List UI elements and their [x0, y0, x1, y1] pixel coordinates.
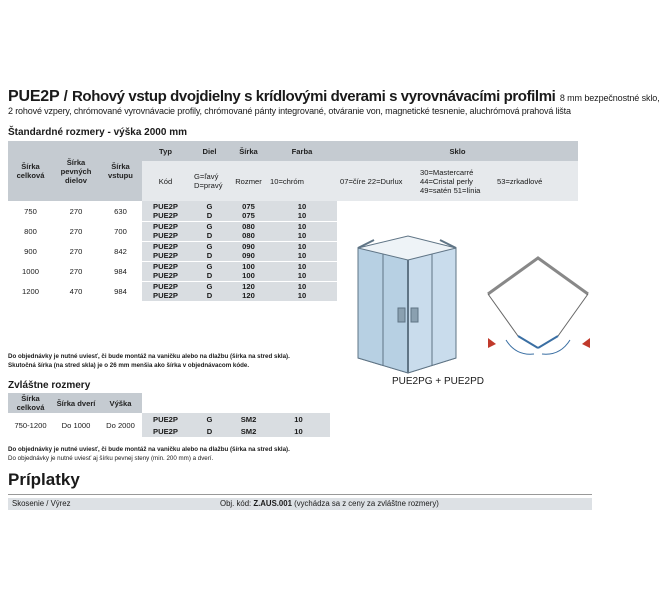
row-kod: PUE2P: [142, 201, 189, 211]
special-row-kod: PUE2P: [142, 425, 189, 437]
group-pevnych: 470: [53, 281, 99, 301]
special-header-sirka-celkova: Šírka celková: [8, 393, 53, 413]
standard-sizes-note: [8, 353, 290, 370]
col-header-sklo: Sklo: [337, 141, 578, 161]
row-diel: G: [189, 221, 230, 231]
col-header-sirka-celkova: Šírka celková: [8, 141, 53, 201]
row-farba: 10: [267, 211, 337, 221]
row-diel: D: [189, 231, 230, 241]
subheader-rozmer: Rozmer: [230, 161, 267, 201]
group-celkova: 750: [8, 201, 53, 221]
row-kod: PUE2P: [142, 251, 189, 261]
row-diel: D: [189, 211, 230, 221]
special-row-farba: 10: [267, 413, 330, 425]
group-vstupu: 630: [99, 201, 142, 221]
group-vstupu: 984: [99, 281, 142, 301]
row-rozmer: 075: [230, 201, 267, 211]
row-farba: 10: [267, 221, 337, 231]
title-description-2: 2 rohové vzpery, chrómované vyrovnávacie profily, chrómované pánty integrované, otváranie von, magnetické tesnenie, aluchrómová prahová lišta: [8, 106, 571, 116]
row-kod: PUE2P: [142, 281, 189, 291]
row-kod: PUE2P: [142, 231, 189, 241]
title-separator: /: [59, 88, 72, 105]
subheader-sklo-3: 53=zrkadlové: [494, 161, 578, 201]
row-diel: D: [189, 251, 230, 261]
row-farba: 10: [267, 261, 337, 271]
title-line: [8, 88, 660, 105]
surcharge-suffix: (vychádza sa z ceny za zvláštne rozmery): [291, 499, 439, 508]
standard-note-line-2: Skutočná šírka (na stred skla) je o 26 mm menšia ako šírka v objednávacom kóde.: [8, 361, 250, 369]
row-kod: PUE2P: [142, 241, 189, 251]
page-title: Rohový vstup dvojdielny s krídlovými dverami s vyrovnávacími profilmi: [72, 88, 556, 105]
row-kod: PUE2P: [142, 221, 189, 231]
surcharge-label: Skosenie / Výrez: [12, 499, 71, 508]
col-header-sirka-vstupu: Šírka vstupu: [99, 141, 142, 201]
surcharge-row: [8, 498, 592, 510]
surcharges-heading: Príplatky: [8, 470, 80, 489]
row-kod: PUE2P: [142, 271, 189, 281]
title-description-1: 8 mm bezpečnostné sklo,: [559, 93, 660, 103]
row-rozmer: 090: [230, 251, 267, 261]
group-vstupu: 842: [99, 241, 142, 261]
special-sizes-note: [8, 446, 290, 463]
special-sizes-table: [8, 393, 330, 437]
group-pevnych: 270: [53, 241, 99, 261]
special-row-rozmer: SM2: [230, 413, 267, 425]
standard-note-line-1: Do objednávky je nutné uviesť, či bude montáž na vaničku alebo na dlažbu (šírka na stred skla).: [8, 353, 290, 360]
row-diel: G: [189, 281, 230, 291]
row-rozmer: 100: [230, 261, 267, 271]
row-farba: 10: [267, 201, 337, 211]
plan-view-illustration: [488, 258, 590, 354]
special-row-diel: D: [189, 425, 230, 437]
row-kod: PUE2P: [142, 291, 189, 301]
special-row-diel: G: [189, 413, 230, 425]
subheader-sklo-1: 07=číre 22=Durlux: [337, 161, 417, 201]
special-note-line-2: Do objednávky je nutné uviesť aj šírku pevnej steny (min. 200 mm) a dverí.: [8, 454, 214, 462]
special-row-rozmer: SM2: [230, 425, 267, 437]
row-diel: D: [189, 271, 230, 281]
group-celkova: 800: [8, 221, 53, 241]
group-pevnych: 270: [53, 201, 99, 221]
row-kod: PUE2P: [142, 211, 189, 221]
product-code: PUE2P: [8, 88, 60, 105]
subheader-farba: 10=chróm: [267, 161, 337, 201]
surcharge-prefix: Obj. kód:: [220, 499, 254, 508]
row-rozmer: 120: [230, 291, 267, 301]
subheader-sklo-2: 30=Mastercarré 44=Cristal perly 49=satén 51=línia: [417, 161, 494, 201]
special-sizes-heading: Zvláštne rozmery: [8, 380, 91, 391]
group-pevnych: 270: [53, 261, 99, 281]
col-header-typ: Typ: [142, 141, 189, 161]
row-diel: D: [189, 291, 230, 301]
row-farba: 10: [267, 271, 337, 281]
row-farba: 10: [267, 241, 337, 251]
special-row-kod: PUE2P: [142, 413, 189, 425]
col-header-sirka: Šírka: [230, 141, 267, 161]
special-dveri: Do 1000: [53, 413, 99, 437]
group-celkova: 1200: [8, 281, 53, 301]
row-rozmer: 080: [230, 221, 267, 231]
table-row: [8, 201, 578, 211]
surcharges-divider: [8, 494, 592, 495]
shower-diagram: [338, 228, 603, 398]
special-vyska: Do 2000: [99, 413, 142, 437]
row-rozmer: 090: [230, 241, 267, 251]
group-vstupu: 984: [99, 261, 142, 281]
row-farba: 10: [267, 251, 337, 261]
row-kod: PUE2P: [142, 261, 189, 271]
row-diel: G: [189, 201, 230, 211]
row-rozmer: 075: [230, 211, 267, 221]
surcharge-code: Z.AUS.001: [253, 499, 292, 508]
group-vstupu: 700: [99, 221, 142, 241]
special-row-farba: 10: [267, 425, 330, 437]
group-celkova: 1000: [8, 261, 53, 281]
group-pevnych: 270: [53, 221, 99, 241]
subheader-kod: Kód: [142, 161, 189, 201]
group-celkova: 900: [8, 241, 53, 261]
special-note-line-1: Do objednávky je nutné uviesť, či bude montáž na vaničku alebo na dlažbu (šírka na stred skla).: [8, 446, 290, 453]
diagram-caption: PUE2PG + PUE2PD: [392, 376, 484, 387]
row-farba: 10: [267, 291, 337, 301]
row-rozmer: 120: [230, 281, 267, 291]
col-header-diel: Diel: [189, 141, 230, 161]
row-rozmer: 100: [230, 271, 267, 281]
standard-sizes-heading: Štandardné rozmery - výška 2000 mm: [8, 127, 187, 138]
row-rozmer: 080: [230, 231, 267, 241]
special-header-vyska: Výška: [99, 393, 142, 413]
special-celkova: 750-1200: [8, 413, 53, 437]
special-header-sirka-dveri: Šírka dverí: [53, 393, 99, 413]
subheader-diel: G=ľavý D=pravý: [189, 161, 230, 201]
row-farba: 10: [267, 231, 337, 241]
row-diel: G: [189, 241, 230, 251]
col-header-farba: Farba: [267, 141, 337, 161]
row-diel: G: [189, 261, 230, 271]
row-farba: 10: [267, 281, 337, 291]
surcharge-value: [220, 498, 439, 510]
col-header-sirka-pevnych: Šírka pevných dielov: [53, 141, 99, 201]
enclosure-illustration: [358, 236, 456, 373]
